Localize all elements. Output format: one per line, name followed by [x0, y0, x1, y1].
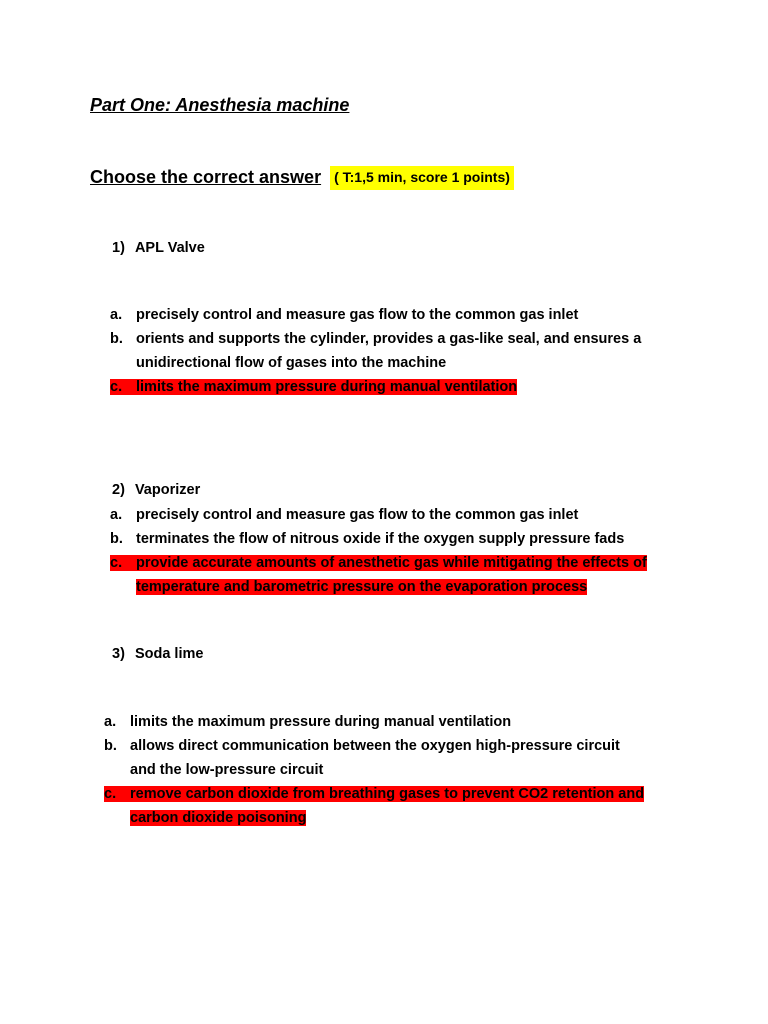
instruction-label: Choose the correct answer — [90, 167, 322, 187]
option-text-cont: and the low-pressure circuit — [130, 762, 324, 778]
option-text: terminates the flow of nitrous oxide if the oxygen supply pressure fads — [136, 531, 625, 547]
option-text: limits the maximum pressure during manual ventilation — [130, 714, 512, 730]
option-3b — [104, 734, 620, 782]
option-letter: b. — [110, 531, 123, 547]
instruction-line — [90, 167, 514, 188]
question-text: Soda lime — [134, 646, 204, 662]
option-3a — [104, 710, 511, 734]
option-1c-correct — [110, 375, 517, 399]
option-text: orients and supports the cylinder, provides a gas-like seal, and ensures a — [136, 331, 642, 347]
option-letter: a. — [110, 307, 123, 323]
option-3c-correct — [104, 782, 644, 830]
option-letter: a. — [104, 714, 117, 730]
option-2c-correct — [110, 551, 647, 599]
option-text-cont: unidirectional flow of gases into the machine — [136, 355, 447, 371]
question-3 — [112, 646, 203, 662]
question-2 — [112, 482, 200, 498]
option-text: limits the maximum pressure during manual ventilation — [136, 379, 518, 395]
question-number: 2) — [112, 482, 125, 498]
question-number: 1) — [112, 240, 125, 256]
option-text: provide accurate amounts of anesthetic gas while mitigating the effects of — [136, 555, 647, 571]
option-text-cont: temperature and barometric pressure on the evaporation process — [136, 579, 588, 595]
question-number: 3) — [112, 646, 125, 662]
option-text: remove carbon dioxide from breathing gases to prevent CO2 retention and — [130, 786, 645, 802]
time-score-badge: ( T:1,5 min, score 1 points) — [330, 166, 514, 190]
option-1a — [110, 303, 578, 327]
option-2b — [110, 527, 624, 551]
option-2a — [110, 503, 578, 527]
option-letter: c. — [110, 379, 123, 395]
part-title: Part One: Anesthesia machine — [90, 95, 350, 115]
option-text: precisely control and measure gas flow to the common gas inlet — [136, 307, 579, 323]
option-letter: b. — [104, 738, 117, 754]
option-text: allows direct communication between the oxygen high-pressure circuit — [130, 738, 620, 754]
option-letter: c. — [110, 555, 123, 571]
option-text: precisely control and measure gas flow to the common gas inlet — [136, 507, 579, 523]
option-letter: c. — [104, 786, 117, 802]
option-1b — [110, 327, 641, 375]
option-text-cont: carbon dioxide poisoning — [130, 810, 307, 826]
option-letter: b. — [110, 331, 123, 347]
question-text: APL Valve — [134, 240, 205, 256]
question-text: Vaporizer — [134, 482, 201, 498]
question-1 — [112, 240, 205, 256]
option-letter: a. — [110, 507, 123, 523]
